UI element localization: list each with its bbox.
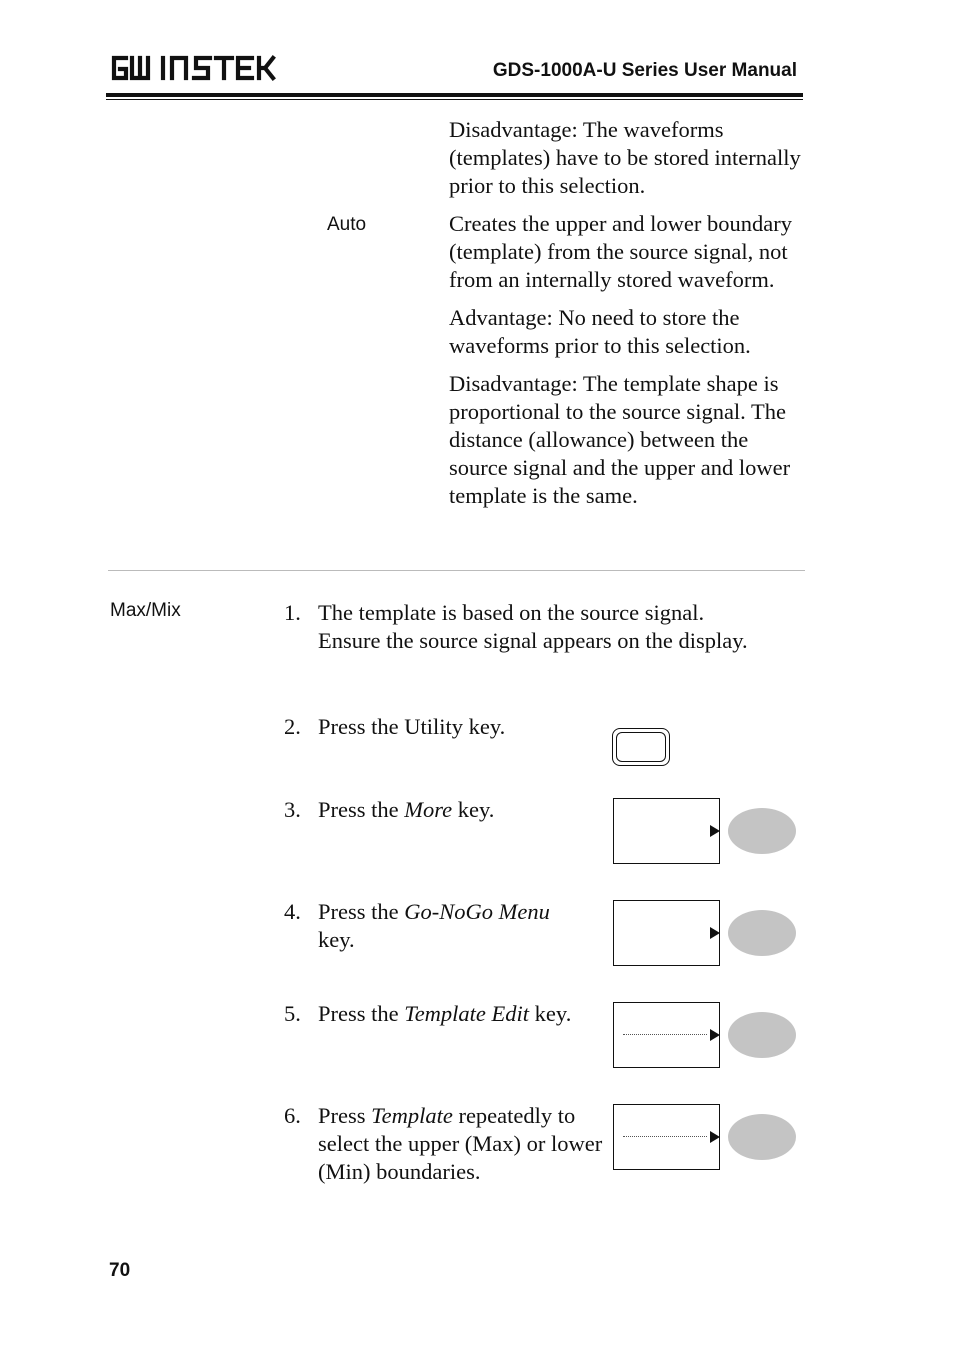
auto-option-label: Auto	[327, 214, 367, 235]
step-number: 5.	[284, 1001, 301, 1026]
step-number: 4.	[284, 899, 301, 924]
softkey-button-icon	[728, 808, 796, 854]
softkey-button-icon	[728, 910, 796, 956]
step-text: Press the Utility key.	[318, 714, 506, 739]
maxmix-section-label: Max/Mix	[110, 600, 181, 621]
softkey-button-icon	[728, 1012, 796, 1058]
section-divider	[108, 570, 805, 571]
step-text: Press the Template Edit key.	[318, 1001, 572, 1026]
manual-title: GDS-1000A-U Series User Manual	[492, 60, 797, 81]
step-text: The template is based on the source signal. Ensure the source signal appears on the display.	[318, 600, 748, 653]
previous-disadvantage-text: Disadvantage: The waveforms (templates) have to be stored internally prior to this selection.	[449, 117, 801, 198]
auto-description-text: Creates the upper and lower boundary (template) from the source signal, not from an internally stored waveform.	[449, 211, 793, 292]
utility-key-icon	[612, 728, 670, 766]
softkey-menu-icon	[613, 900, 720, 966]
softkey-menu-icon	[613, 1002, 720, 1068]
header-rule	[106, 93, 803, 97]
auto-advantage-text: Advantage: No need to store the waveforms prior to this selection.	[449, 305, 751, 358]
gw-instek-logo	[108, 52, 280, 84]
step-text: Press the More key.	[318, 797, 495, 822]
step-text: Press the Go-NoGo Menu key.	[318, 899, 550, 952]
softkey-menu-icon	[613, 1104, 720, 1170]
step-number: 6.	[284, 1103, 301, 1128]
softkey-button-icon	[728, 1114, 796, 1160]
header-rule-thin	[106, 99, 803, 100]
step-number: 1.	[284, 600, 301, 625]
step-number: 3.	[284, 797, 301, 822]
option-description-column	[449, 116, 809, 520]
page-number: 70	[109, 1260, 131, 1281]
step-text: Press Template repeatedly to select the upper (Max) or lower (Min) boundaries.	[318, 1103, 603, 1184]
step-number: 2.	[284, 714, 301, 739]
softkey-menu-icon	[613, 798, 720, 864]
auto-disadvantage-text: Disadvantage: The template shape is proportional to the source signal. The distance (allowance) between the source signal and the upper and lower template is the same.	[449, 371, 791, 508]
